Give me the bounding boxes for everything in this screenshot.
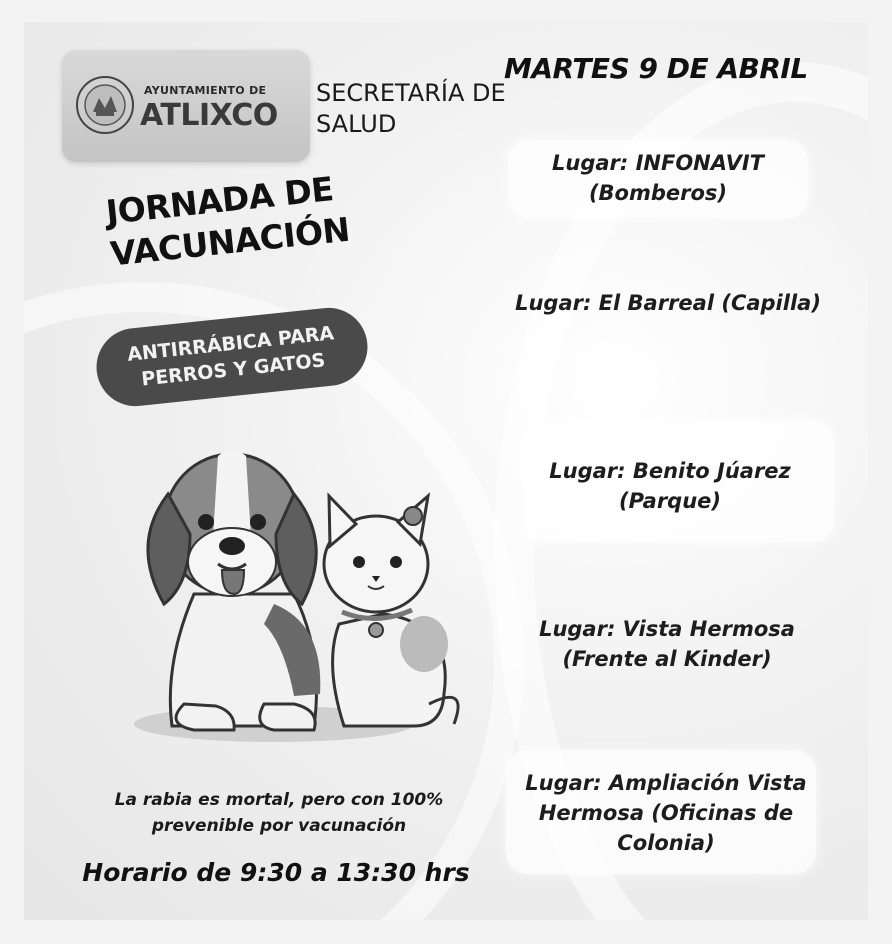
location-4: Lugar: Vista Hermosa (Frente al Kinder) (539, 617, 795, 671)
dog-illustration (148, 450, 320, 730)
location-3: Lugar: Benito Júarez (Parque) (549, 459, 791, 513)
location-2: Lugar: El Barreal (Capilla) (515, 291, 821, 315)
pets-illustration (124, 434, 464, 754)
logo-title: ATLIXCO (140, 98, 278, 133)
location-1: Lugar: INFONAVIT (Bomberos) (552, 151, 764, 205)
event-title: JORNADA DE VACUNACIÓN (104, 169, 352, 274)
location-5: Lugar: Ampliación Vista Hermosa (Oficinas de Colonia) (525, 771, 807, 855)
cat-illustration (324, 496, 458, 726)
seal-icon (74, 74, 136, 136)
schedule: Horario de 9:30 a 13:30 hrs (82, 858, 470, 887)
logo-subtitle: AYUNTAMIENTO DE (144, 84, 267, 97)
subtitle-text: ANTIRRÁBICA PARA PERROS Y GATOS (126, 322, 336, 391)
rabies-message: La rabia es mortal, pero con 100% prevenible por vacunación (114, 790, 444, 836)
event-date: MARTES 9 DE ABRIL (504, 52, 808, 85)
poster (24, 22, 868, 920)
logo-box (62, 50, 310, 162)
department-name: SECRETARÍA DE SALUD (316, 79, 506, 138)
